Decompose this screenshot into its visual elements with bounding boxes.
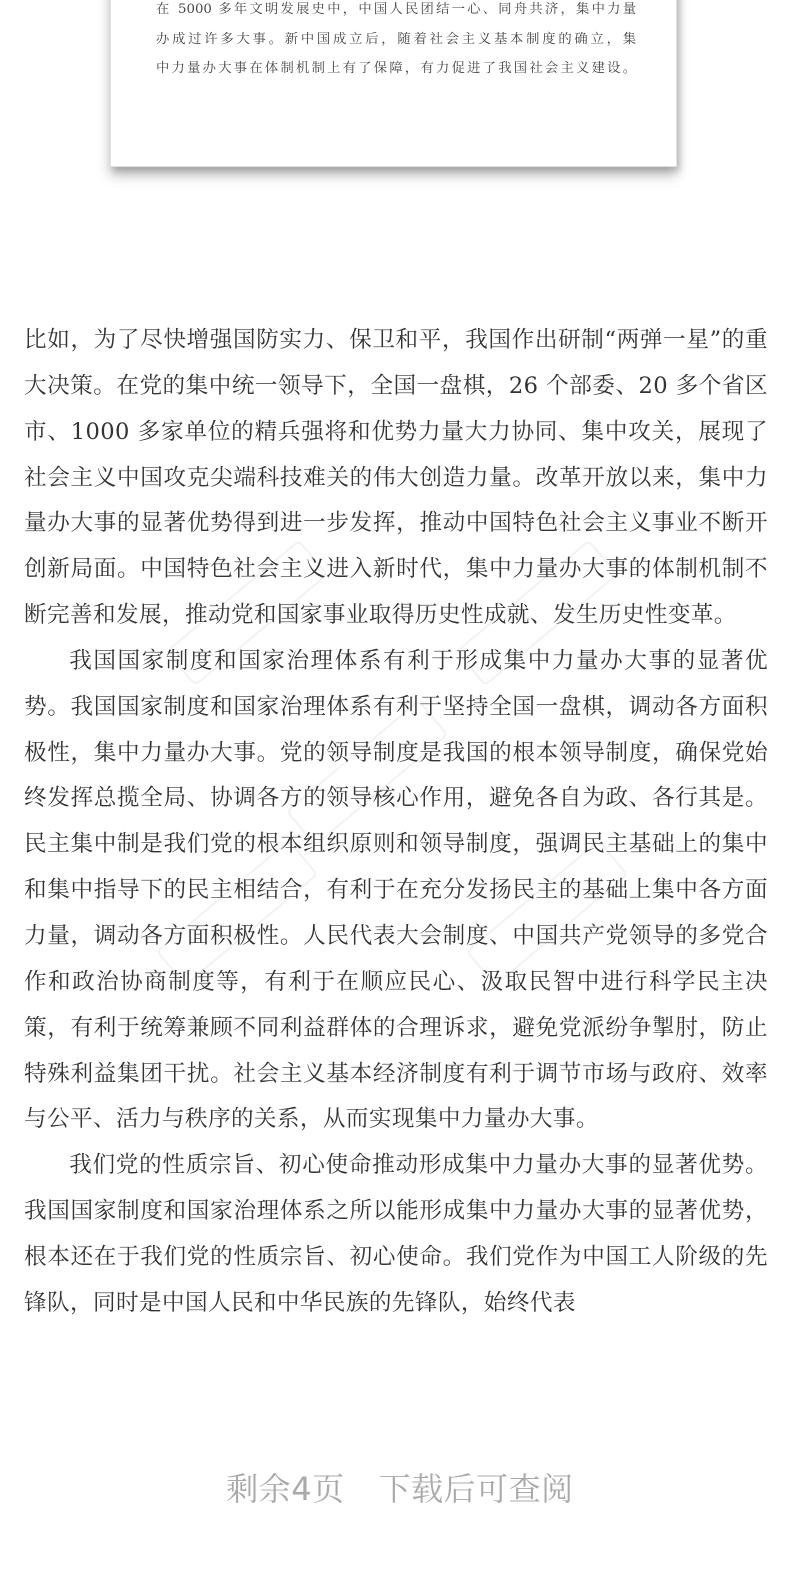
quote-line: 办成过许多大事。新中国成立后，随着社会主义基本制度的确立，集 xyxy=(156,31,636,47)
remaining-pages-label: 剩余4页 xyxy=(226,1470,345,1508)
quote-card-text xyxy=(156,0,636,84)
article-paragraph: 比如，为了尽快增强国防实力、保卫和平，我国作出研制“两弹一星”的重大决策。在党的集中统一领导下，全国一盘棋，26 个部委、20 多个省区市、1000 多家单位的精兵强将和优势力量大力协同、集中攻关，展现了社会主义中国攻克尖端科技难关的伟大创造力量。改革开放以来，集中力量办大事的显著优势得到进一步发挥，推动中国特色社会主义事业不断开创新局面。中国特色社会主义进入新时代，集中力量办大事的体制机制不断完善和发展，推动党和国家事业取得历史性成就、发生历史性变革。 xyxy=(24,327,768,629)
quote-line: 在 5000 多年文明发展史中，中国人民团结一心、同舟共济，集中力量 xyxy=(156,2,636,17)
download-to-view-label: 下载后可查阅 xyxy=(378,1470,574,1508)
article-paragraph: 我国国家制度和国家治理体系有利于形成集中力量办大事的显著优势。我国国家制度和国家治理体系有利于坚持全国一盘棋，调动各方面积极性，集中力量办大事。党的领导制度是我国的根本领导制度，确保党始终发挥总揽全局、协调各方的领导核心作用，避免各自为政、各行其是。民主集中制是我们党的根本组织原则和领导制度，强调民主基础上的集中和集中指导下的民主相结合，有利于在充分发扬民主的基础上集中各方面力量，调动各方面积极性。人民代表大会制度、中国共产党领导的多党合作和政治协商制度等，有利于在顺应民心、汲取民智中进行科学民主决策，有利于统筹兼顾不同利益群体的合理诉求，避免党派纷争掣肘，防止特殊利益集团干扰。社会主义基本经济制度有利于调节市场与政府、效率与公平、活力与秩序的关系，从而实现集中力量办大事。 xyxy=(24,647,768,1133)
article-paragraph: 我们党的性质宗旨、初心使命推动形成集中力量办大事的显著优势。我国国家制度和国家治理体系之所以能形成集中力量办大事的显著优势，根本还在于我们党的性质宗旨、初心使命。我们党作为中国工人阶级的先锋队，同时是中国人民和中华民族的先锋队，始终代表 xyxy=(24,1152,768,1316)
quote-card xyxy=(110,0,677,167)
quote-line: 中力量办大事在体制机制上有了保障，有力促进了我国社会主义建设。 xyxy=(156,61,636,76)
download-prompt[interactable] xyxy=(0,1464,800,1510)
article-body xyxy=(24,318,768,1327)
